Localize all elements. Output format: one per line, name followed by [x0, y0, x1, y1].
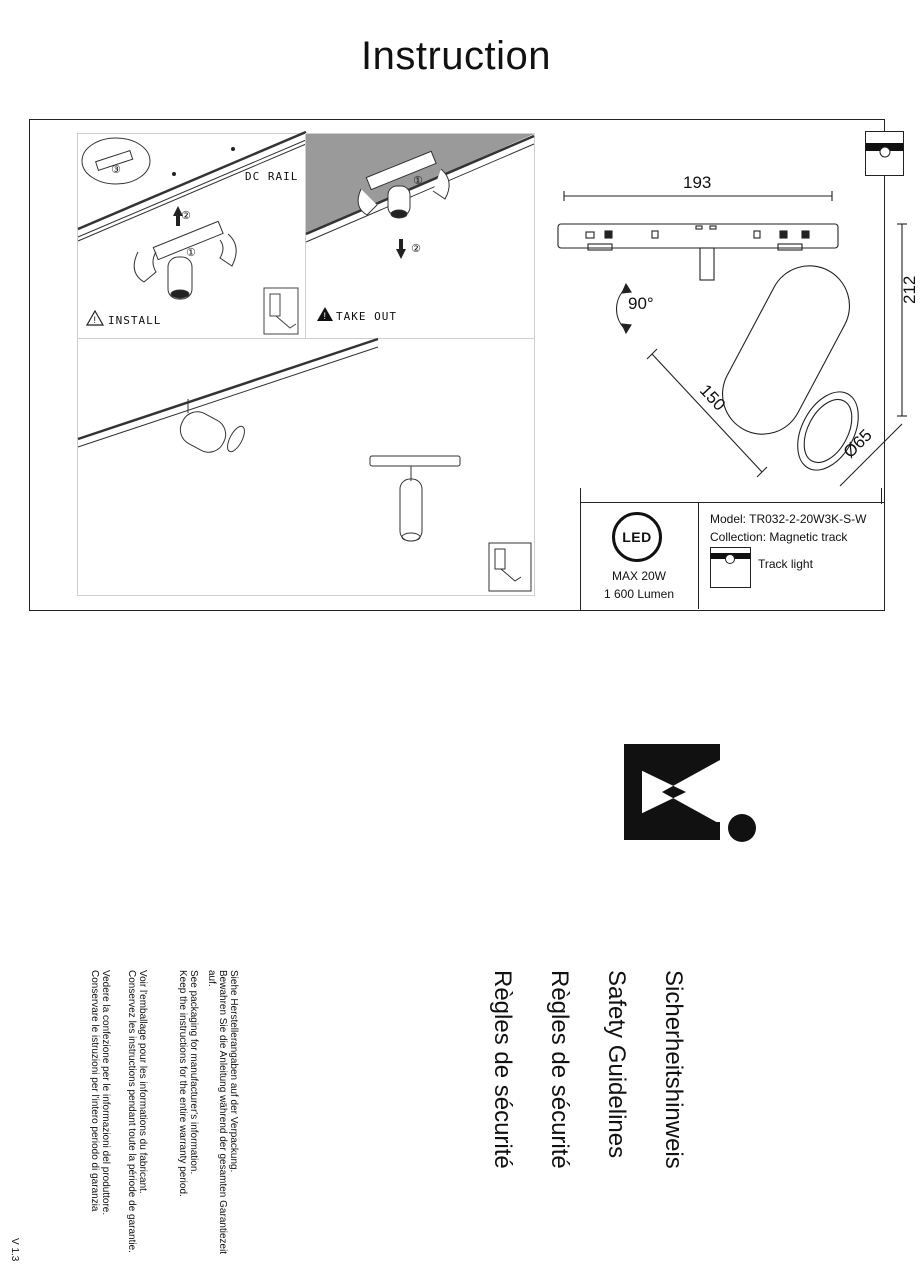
version-label: V 1.3 — [9, 1238, 20, 1262]
spec-divider — [698, 502, 699, 609]
mounted-panel — [77, 338, 535, 596]
safety-de-line2: Bewahren Sie die Anleitung während der gesamten Garantiezeit — [217, 970, 228, 1255]
safety-de-line1: Siehe Herstellerangaben auf der Verpackung. — [228, 970, 239, 1173]
spec-tick-left — [580, 488, 581, 504]
dim-rotation: 90° — [628, 294, 654, 313]
takeout-panel — [305, 133, 535, 340]
dim-height: 212 — [900, 275, 919, 304]
track-light-icon — [865, 131, 905, 177]
takeout-illustration — [306, 134, 534, 339]
takeout-step1: ① — [413, 175, 423, 187]
safety-en-line2: Keep the instructions for the entire warranty period. — [177, 970, 188, 1197]
safety-title-en: Safety Guidelines — [603, 970, 630, 1159]
dc-rail-label: DC RAIL — [245, 170, 299, 183]
step1-marker: ① — [186, 247, 196, 259]
dim-width: 193 — [683, 173, 712, 192]
spec-type: Track light — [758, 557, 813, 571]
safety-fr-line1: Voir l'emballage pour les informations du fabricant. — [137, 970, 148, 1194]
safety-en-line1: See packaging for manufacturer's information. — [188, 970, 199, 1175]
led-badge — [612, 512, 662, 562]
switch-hand-icon — [262, 286, 300, 336]
page-title: Instruction — [360, 34, 552, 78]
install-panel — [77, 133, 307, 340]
dim-length: 150 — [695, 380, 730, 415]
safety-de-line3: auf. — [206, 970, 217, 987]
safety-title-fr: Règles de sécurité — [546, 970, 573, 1169]
dim-diameter: Ø65 — [839, 425, 876, 462]
safety-title-de: Sicherheitshinweis — [660, 970, 687, 1169]
spec-power: MAX 20W — [611, 569, 666, 583]
takeout-label: TAKE OUT — [336, 310, 397, 323]
safety-it-line2: Conservare le istruzioni per l'intero periodo di garanzia — [89, 970, 100, 1212]
step2-marker: ② — [181, 210, 191, 222]
led-badge-text: LED — [622, 529, 652, 545]
spec-lumen: 1 600 Lumen — [603, 587, 675, 601]
safety-it-line1: Vedere la confezione per le informazioni del produttore. — [100, 970, 111, 1216]
safety-fr-line2: Conservez les instructions pendant toute la période de garantie. — [126, 970, 137, 1253]
svg-text:!: ! — [323, 311, 327, 321]
safety-title-fr-2: Règles de sécurité — [489, 970, 516, 1169]
install-label: INSTALL — [108, 314, 162, 327]
warning-icon — [86, 310, 104, 326]
mounted-illustration — [78, 339, 534, 595]
svg-text:!: ! — [93, 315, 97, 325]
track-light-type-icon — [710, 547, 752, 589]
brand-logo — [622, 742, 762, 846]
spec-tick — [881, 488, 882, 504]
warning-filled-icon — [316, 306, 334, 322]
spec-model: Model: TR032-2-20W3K-S-W — [710, 512, 867, 526]
spec-collection: Collection: Magnetic track — [710, 530, 848, 544]
takeout-step2: ② — [411, 243, 421, 255]
step3-marker: ③ — [111, 164, 121, 176]
